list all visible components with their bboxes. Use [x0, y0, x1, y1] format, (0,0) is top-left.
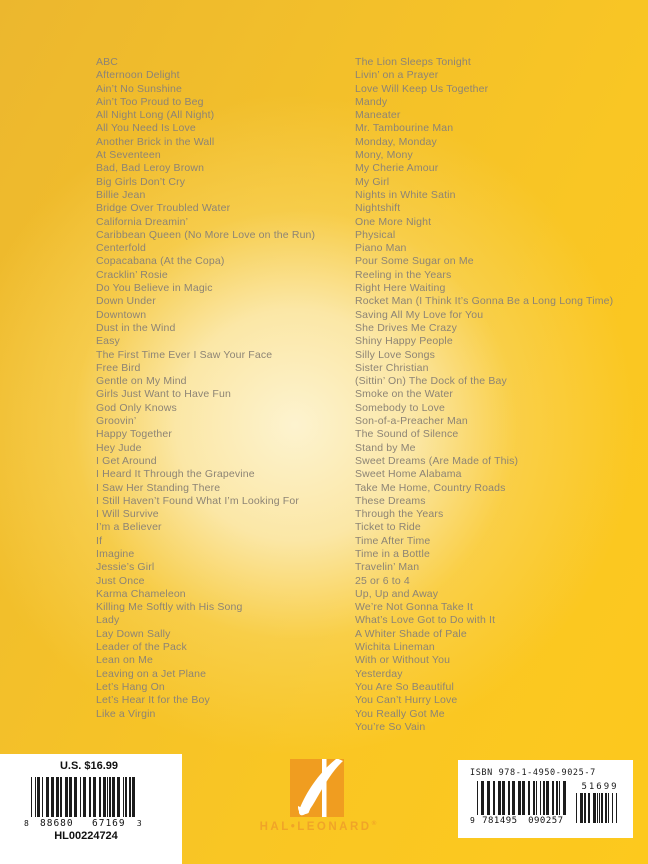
song-title: Livin’ on a Prayer: [355, 69, 439, 82]
song-title: Wichita Lineman: [355, 641, 435, 654]
song-title: You’re So Vain: [355, 720, 426, 733]
song-list-left-column: [96, 56, 315, 721]
song-title: All Night Long (All Night): [96, 109, 215, 122]
song-title: Billie Jean: [96, 188, 146, 201]
song-title: With or Without You: [355, 654, 451, 667]
song-title: 25 or 6 to 4: [355, 574, 410, 587]
song-title: Mr. Tambourine Man: [355, 122, 454, 135]
song-title: Cracklin’ Rosie: [96, 268, 168, 281]
song-title: Centerfold: [96, 242, 146, 255]
song-title: California Dreamin’: [96, 215, 189, 228]
publisher-name: HAL•LEONARD: [259, 820, 372, 833]
song-title: Jessie’s Girl: [96, 561, 155, 574]
song-title: Girls Just Want to Have Fun: [96, 388, 231, 401]
song-title: You Really Got Me: [355, 707, 445, 720]
song-title: Maneater: [355, 109, 401, 122]
song-title: Up, Up and Away: [355, 587, 439, 600]
song-title: My Cherie Amour: [355, 162, 439, 175]
song-title: I Will Survive: [96, 508, 159, 521]
song-title: Groovin’: [96, 415, 137, 428]
song-title: Big Girls Don’t Cry: [96, 175, 186, 188]
song-title: I Still Haven’t Found What I’m Looking For: [96, 494, 299, 507]
supplement-barcode-bars: [576, 793, 624, 823]
song-title: Nights in White Satin: [355, 188, 456, 201]
hal-leonard-logo-icon: [290, 759, 344, 817]
song-title: Shiny Happy People: [355, 335, 453, 348]
song-title: Lay Down Sally: [96, 627, 171, 640]
song-title: Gentle on My Mind: [96, 375, 187, 388]
song-title: Just Once: [96, 574, 145, 587]
song-title: ABC: [96, 56, 119, 68]
song-title: Another Brick in the Wall: [96, 135, 215, 148]
song-title: My Girl: [355, 175, 390, 188]
song-title: Copacabana (At the Copa): [96, 255, 225, 268]
ean-barcode-bars: [477, 781, 569, 815]
upc-barcode-bars: [31, 777, 135, 817]
song-title: Killing Me Softly with His Song: [96, 601, 243, 614]
upc-digit-group-1: 88680: [40, 818, 74, 829]
song-title: Leaving on a Jet Plane: [96, 667, 207, 680]
registered-mark: ®: [371, 820, 377, 827]
song-title: Son-of-a-Preacher Man: [355, 415, 468, 428]
isbn-box: [458, 760, 633, 838]
song-title: Physical: [355, 228, 396, 241]
upc-digit-group-2: 67169: [92, 818, 126, 829]
song-title: Time in a Bottle: [355, 547, 430, 560]
song-title: Bridge Over Troubled Water: [96, 202, 231, 215]
song-title: Afternoon Delight: [96, 69, 180, 82]
song-title: The Lion Sleeps Tonight: [355, 56, 471, 68]
song-title: God Only Knows: [96, 401, 177, 414]
song-title: Free Bird: [96, 361, 141, 374]
song-title: Right Here Waiting: [355, 282, 446, 295]
song-title: Ticket to Ride: [355, 521, 421, 534]
ean-digit-group-2: 090257: [528, 816, 564, 826]
song-title: The First Time Ever I Saw Your Face: [96, 348, 273, 361]
song-title: Silly Love Songs: [355, 348, 436, 361]
song-title: Pour Some Sugar on Me: [355, 255, 474, 268]
song-title: At Seventeen: [96, 149, 161, 162]
song-title: The Sound of Silence: [355, 428, 459, 441]
song-title: You Are So Beautiful: [355, 680, 454, 693]
song-title: Do You Believe in Magic: [96, 282, 213, 295]
song-title: Let’s Hang On: [96, 680, 165, 693]
song-title: Happy Together: [96, 428, 173, 441]
song-title: I’m a Believer: [96, 521, 162, 534]
ean-digit-group-1: 781495: [482, 816, 518, 826]
song-title: Imagine: [96, 547, 135, 560]
song-title: If: [96, 534, 103, 547]
song-title: Monday, Monday: [355, 135, 437, 148]
song-title: Dust in the Wind: [96, 321, 176, 334]
song-title: These Dreams: [355, 494, 426, 507]
song-title: Somebody to Love: [355, 401, 445, 414]
song-title: I Heard It Through the Grapevine: [96, 468, 255, 481]
song-title: Love Will Keep Us Together: [355, 82, 489, 95]
song-title: Ain’t No Sunshine: [96, 82, 183, 95]
song-title: Yesterday: [355, 667, 403, 680]
ean-barcode: [468, 781, 569, 826]
song-title: Rocket Man (I Think It’s Gonna Be a Long Long Time): [355, 295, 614, 308]
price-label: U.S. $16.99: [59, 760, 119, 772]
upc-left-digit: 8: [24, 819, 29, 828]
song-title: Take Me Home, Country Roads: [355, 481, 506, 494]
isbn-label: ISBN 978-1-4950-9025-7: [470, 768, 596, 778]
song-title: Sweet Dreams (Are Made of This): [355, 454, 519, 467]
price-upc-box: [0, 754, 182, 864]
song-title: Let’s Hear It for the Boy: [96, 694, 210, 707]
song-title: Karma Chameleon: [96, 587, 186, 600]
song-title: Mandy: [355, 95, 388, 108]
song-title: I Get Around: [96, 454, 157, 467]
song-title: Sweet Home Alabama: [355, 468, 462, 481]
upc-digits: [31, 818, 135, 829]
publisher-wordmark: [234, 820, 402, 833]
song-title: Lady: [96, 614, 120, 627]
song-title: Smoke on the Water: [355, 388, 454, 401]
ean-digits: [477, 816, 569, 826]
song-title: Piano Man: [355, 242, 407, 255]
supplement-number: 51699: [581, 782, 619, 792]
song-title: You Can’t Hurry Love: [355, 694, 458, 707]
song-title: Ain’t Too Proud to Beg: [96, 95, 204, 108]
song-title: Hey Jude: [96, 441, 142, 454]
song-title: Time After Time: [355, 534, 431, 547]
upc-barcode: [22, 777, 144, 829]
song-title: Downtown: [96, 308, 147, 321]
song-title: (Sittin’ On) The Dock of the Bay: [355, 375, 507, 388]
song-title: Reeling in the Years: [355, 268, 452, 281]
song-title: All You Need Is Love: [96, 122, 196, 135]
song-list-right-column: [355, 56, 613, 734]
song-title: Nightshift: [355, 202, 401, 215]
song-title: Saving All My Love for You: [355, 308, 484, 321]
song-title: A Whiter Shade of Pale: [355, 627, 467, 640]
song-title: Leader of the Pack: [96, 641, 187, 654]
song-title: Bad, Bad Leroy Brown: [96, 162, 205, 175]
song-title: She Drives Me Crazy: [355, 321, 458, 334]
price-supplement-barcode: [576, 782, 624, 823]
catalog-number: HL00224724: [54, 830, 118, 842]
upc-right-digit: 3: [136, 819, 142, 828]
ean-left-digit: 9: [470, 816, 475, 825]
song-title: Caribbean Queen (No More Love on the Run): [96, 228, 316, 241]
song-title: Down Under: [96, 295, 156, 308]
song-title: One More Night: [355, 215, 432, 228]
song-title: Through the Years: [355, 508, 444, 521]
song-title: Travelin’ Man: [355, 561, 420, 574]
song-title: What’s Love Got to Do with It: [355, 614, 496, 627]
song-title: We’re Not Gonna Take It: [355, 601, 474, 614]
song-title: Lean on Me: [96, 654, 153, 667]
song-title: Mony, Mony: [355, 149, 413, 162]
song-title: Stand by Me: [355, 441, 416, 454]
song-title: Sister Christian: [355, 361, 429, 374]
song-title: I Saw Her Standing There: [96, 481, 221, 494]
song-title: Easy: [96, 335, 120, 348]
song-title: Like a Virgin: [96, 707, 156, 720]
